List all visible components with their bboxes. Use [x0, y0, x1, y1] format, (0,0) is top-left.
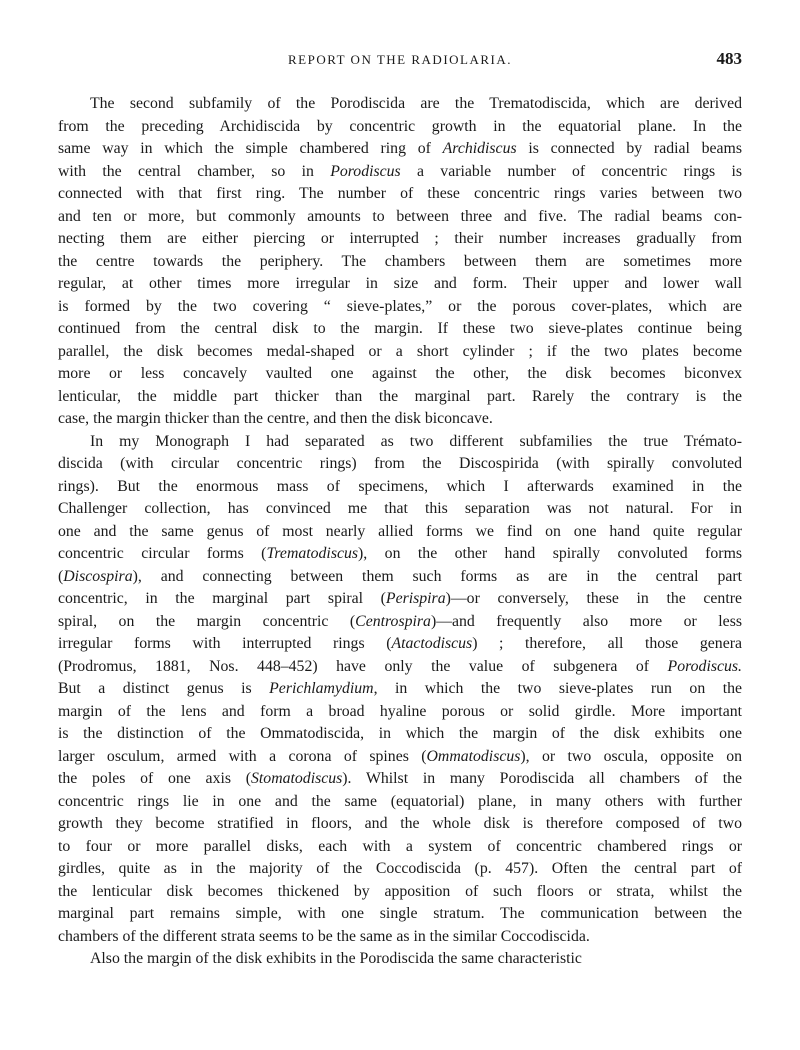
text-line: lenticular, the middle part thicker than the marginal part. Rarely the contrary is the: [58, 387, 742, 405]
text-line: The second subfamily of the Porodiscida are the Trematodiscida, which are derived: [90, 95, 742, 112]
text-line: more or less concavely vaulted one against the other, the disk becomes biconvex: [58, 365, 742, 382]
text-line: concentric, in the marginal part spiral (Perispira)—or conversely, these in the centre: [58, 590, 742, 607]
text-line: the lenticular disk becomes thickened by apposition of such floors or strata, whilst the: [58, 882, 742, 900]
text-line: growth they become stratified in floors, and the whole disk is therefore composed of two: [58, 815, 742, 832]
text-line: chambers of the different strata seems to be the same as in the similar Coccodiscida.: [58, 927, 590, 945]
text-line: the centre towards the periphery. The chambers between them are sometimes more: [58, 252, 742, 270]
text-line: to four or more parallel disks, each with a system of concentric chambered rings or: [58, 837, 742, 855]
text-line: margin of the lens and form a broad hyaline porous or solid girdle. More important: [58, 702, 742, 720]
italic-term: Stomatodiscus: [251, 770, 343, 787]
italic-term: Porodiscus.: [667, 657, 742, 675]
text-line: Challenger collection, has convinced me that this separation was not natural. For in: [58, 500, 742, 517]
text-line: one and the same genus of most nearly allied forms we find on one hand quite regular: [58, 522, 742, 540]
italic-term: Ommatodiscus: [426, 747, 521, 765]
text-line: case, the margin thicker than the centre, and then the disk biconcave.: [58, 410, 493, 427]
italic-term: Archidiscus: [442, 140, 517, 157]
italic-term: Perispira: [385, 590, 446, 607]
text-line: is formed by the two covering “ sieve-plates,” or the porous cover-plates, which are: [58, 297, 742, 315]
paragraph: [58, 948, 742, 971]
italic-term: Discospira: [63, 567, 133, 585]
text-line: discida (with circular concentric rings) from the Discospirida (with spirally convoluted: [58, 455, 742, 472]
text-line: In my Monograph I had separated as two different subfamilies the true Trémato-: [90, 432, 742, 450]
text-line: irregular forms with interrupted rings (Atactodiscus) ; therefore, all those genera: [58, 635, 742, 652]
italic-term: Atactodiscus: [391, 635, 473, 652]
text-line: But a distinct genus is Perichlamydium, in which the two sieve-plates run on the: [58, 680, 742, 697]
text-line: same way in which the simple chambered ring of Archidiscus is connected by radial beams: [58, 140, 742, 157]
text-line: the poles of one axis (Stomatodiscus). Whilst in many Porodiscida all chambers of the: [58, 770, 742, 787]
text-line: rings). But the enormous mass of specimens, which I afterwards examined in the: [58, 477, 742, 495]
paragraph: [58, 93, 742, 431]
text-line: (Prodromus, 1881, Nos. 448–452) have only the value of subgenera of Porodiscus.: [58, 657, 742, 675]
body-text: [58, 93, 742, 971]
text-line: Also the margin of the disk exhibits in the Porodiscida the same characteristic: [90, 950, 582, 967]
text-line: with the central chamber, so in Porodiscus a variable number of concentric rings is: [58, 162, 742, 180]
text-line: concentric rings lie in one and the same (equatorial) plane, in many others with further: [58, 792, 742, 810]
text-line: larger osculum, armed with a corona of spines (Ommatodiscus), or two oscula, opposite on: [58, 747, 742, 765]
italic-term: Porodiscus: [330, 162, 401, 180]
text-line: marginal part remains simple, with one single stratum. The communication between the: [58, 905, 742, 922]
text-line: from the preceding Archidiscida by concentric growth in the equatorial plane. In the: [58, 117, 742, 135]
text-line: connected with that first ring. The number of these concentric rings varies between two: [58, 185, 742, 202]
page-number: 483: [716, 49, 742, 68]
text-line: girdles, quite as in the majority of the Coccodiscida (p. 457). Often the central part of: [58, 860, 742, 877]
text-line: regular, at other times more irregular in size and form. Their upper and lower wall: [58, 275, 742, 292]
italic-term: Perichlamydium: [269, 680, 374, 697]
text-line: necting them are either piercing or interrupted ; their number increases gradually from: [58, 230, 742, 247]
italic-term: Centrospira: [355, 612, 431, 630]
text-line: and ten or more, but commonly amounts to between three and five. The radial beams con-: [58, 207, 742, 225]
text-line: is the distinction of the Ommatodiscida, in which the margin of the disk exhibits one: [58, 725, 742, 742]
text-line: concentric circular forms (Trematodiscus), on the other hand spirally convoluted forms: [58, 545, 742, 562]
text-line: spiral, on the margin concentric (Centrospira)—and frequently also more or less: [58, 612, 742, 630]
running-title: REPORT ON THE RADIOLARIA.: [287, 52, 513, 67]
italic-term: Trematodiscus: [266, 545, 359, 562]
page-header: [58, 49, 742, 76]
text-line: (Discospira), and connecting between them such forms as are in the central part: [58, 567, 742, 585]
paragraph: [58, 431, 742, 949]
text-line: parallel, the disk becomes medal-shaped or a short cylinder ; if the two plates become: [58, 342, 742, 360]
text-line: continued from the central disk to the margin. If these two sieve-plates continue being: [58, 320, 742, 337]
